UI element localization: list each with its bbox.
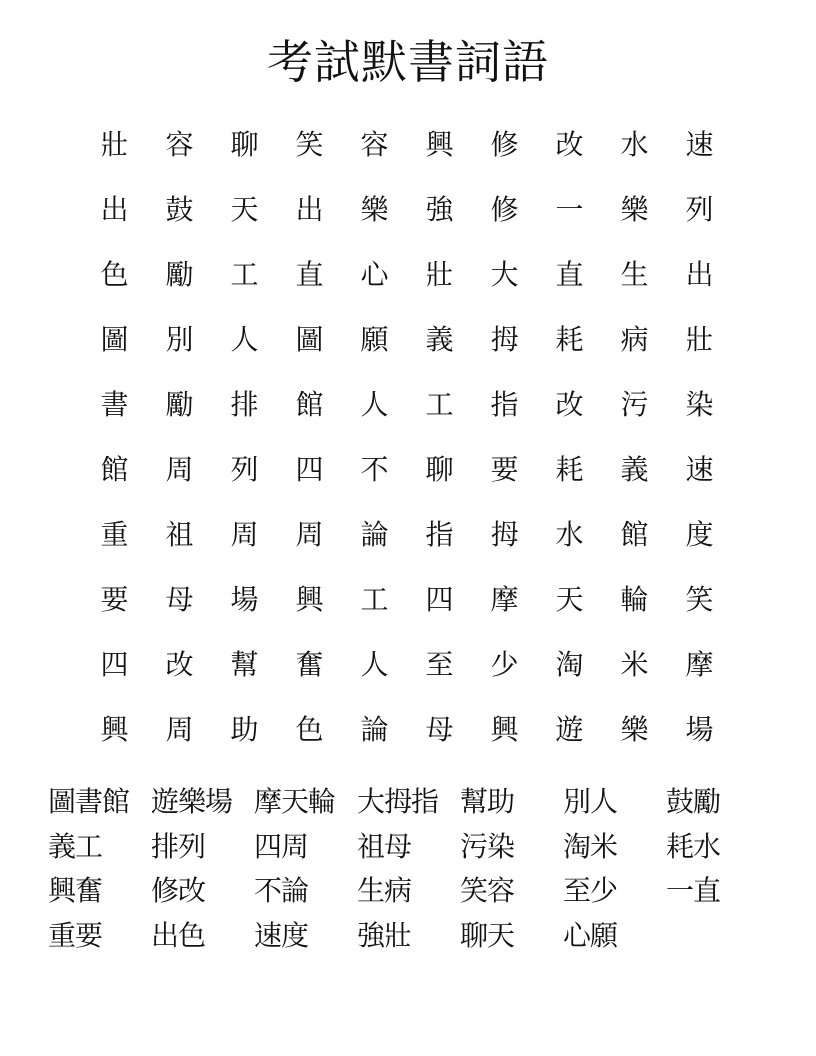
- grid-cell: 速: [685, 127, 714, 161]
- grid-cell: 勵: [165, 387, 194, 421]
- grid-cell: 心: [360, 257, 389, 291]
- grid-cell: 列: [685, 192, 714, 226]
- word-list-item: 淘米: [563, 829, 618, 863]
- grid-cell: 助: [230, 712, 259, 746]
- grid-cell: 排: [230, 387, 259, 421]
- word-list-item: 修改: [151, 874, 206, 908]
- word-list-item: 一直: [666, 874, 721, 908]
- grid-cell: 館: [620, 517, 649, 551]
- word-list-item: 幫助: [460, 785, 515, 819]
- grid-cell: 出: [100, 192, 129, 226]
- grid-cell: 笑: [685, 582, 714, 616]
- grid-cell: 拇: [490, 517, 519, 551]
- grid-cell: 論: [360, 712, 389, 746]
- grid-cell: 一: [555, 192, 584, 226]
- word-list-item: 四周: [254, 829, 309, 863]
- grid-cell: 四: [425, 582, 454, 616]
- grid-cell: 強: [425, 192, 454, 226]
- grid-cell: 天: [555, 582, 584, 616]
- word-list-item: 強壯: [357, 918, 412, 952]
- grid-cell: 改: [555, 127, 584, 161]
- grid-cell: 館: [295, 387, 324, 421]
- grid-cell: 摩: [490, 582, 519, 616]
- grid-cell: 義: [425, 322, 454, 356]
- grid-cell: 淘: [555, 647, 584, 681]
- grid-cell: 樂: [360, 192, 389, 226]
- grid-cell: 染: [685, 387, 714, 421]
- grid-cell: 興: [295, 582, 324, 616]
- word-list-item: 鼓勵: [666, 785, 721, 819]
- word-list-item: 至少: [563, 874, 618, 908]
- grid-cell: 場: [230, 582, 259, 616]
- word-list-item: 圖書館: [48, 785, 130, 819]
- grid-cell: 四: [100, 647, 129, 681]
- grid-cell: 人: [360, 387, 389, 421]
- grid-cell: 列: [230, 452, 259, 486]
- grid-cell: 耗: [555, 452, 584, 486]
- word-list-item: 興奮: [48, 874, 103, 908]
- grid-cell: 四: [295, 452, 324, 486]
- grid-cell: 改: [165, 647, 194, 681]
- grid-cell: 聊: [230, 127, 259, 161]
- grid-cell: 壯: [685, 322, 714, 356]
- grid-cell: 別: [165, 322, 194, 356]
- grid-cell: 興: [100, 712, 129, 746]
- word-list-item: 笑容: [460, 874, 515, 908]
- grid-cell: 笑: [295, 127, 324, 161]
- grid-cell: 勵: [165, 257, 194, 291]
- word-list-item: 速度: [254, 918, 309, 952]
- grid-cell: 少: [490, 647, 519, 681]
- grid-cell: 拇: [490, 322, 519, 356]
- word-list-item: 聊天: [460, 918, 515, 952]
- grid-cell: 周: [165, 712, 194, 746]
- grid-cell: 樂: [620, 192, 649, 226]
- page-title: 考試默書詞語: [267, 35, 549, 89]
- grid-cell: 改: [555, 387, 584, 421]
- grid-cell: 工: [360, 582, 389, 616]
- word-list-item: 心願: [563, 918, 618, 952]
- grid-cell: 要: [490, 452, 519, 486]
- grid-cell: 修: [490, 192, 519, 226]
- grid-cell: 容: [165, 127, 194, 161]
- grid-cell: 母: [165, 582, 194, 616]
- grid-cell: 周: [165, 452, 194, 486]
- grid-cell: 書: [100, 387, 129, 421]
- grid-cell: 水: [555, 517, 584, 551]
- grid-cell: 摩: [685, 647, 714, 681]
- word-list-item: 祖母: [357, 829, 412, 863]
- grid-cell: 病: [620, 322, 649, 356]
- grid-cell: 論: [360, 517, 389, 551]
- grid-cell: 館: [100, 452, 129, 486]
- grid-cell: 不: [360, 452, 389, 486]
- grid-cell: 母: [425, 712, 454, 746]
- grid-cell: 出: [295, 192, 324, 226]
- grid-cell: 圖: [100, 322, 129, 356]
- grid-cell: 聊: [425, 452, 454, 486]
- grid-cell: 輪: [620, 582, 649, 616]
- grid-cell: 興: [425, 127, 454, 161]
- grid-cell: 幫: [230, 647, 259, 681]
- word-list-item: 義工: [48, 829, 103, 863]
- grid-cell: 速: [685, 452, 714, 486]
- grid-cell: 興: [490, 712, 519, 746]
- word-list-item: 遊樂場: [151, 785, 233, 819]
- word-list-item: 重要: [48, 918, 103, 952]
- grid-cell: 重: [100, 517, 129, 551]
- grid-cell: 人: [230, 322, 259, 356]
- grid-cell: 願: [360, 322, 389, 356]
- grid-cell: 污: [620, 387, 649, 421]
- word-list-item: 大拇指: [357, 785, 439, 819]
- grid-cell: 色: [295, 712, 324, 746]
- grid-cell: 壯: [425, 257, 454, 291]
- word-list-item: 耗水: [666, 829, 721, 863]
- word-list-item: 出色: [151, 918, 206, 952]
- word-search-grid: [82, 110, 732, 760]
- grid-cell: 遊: [555, 712, 584, 746]
- word-list-item: 排列: [151, 829, 206, 863]
- word-list-item: 污染: [460, 829, 515, 863]
- grid-cell: 至: [425, 647, 454, 681]
- grid-cell: 大: [490, 257, 519, 291]
- grid-cell: 出: [685, 257, 714, 291]
- grid-cell: 修: [490, 127, 519, 161]
- grid-cell: 直: [555, 257, 584, 291]
- grid-cell: 工: [425, 387, 454, 421]
- grid-cell: 容: [360, 127, 389, 161]
- grid-cell: 天: [230, 192, 259, 226]
- grid-cell: 周: [295, 517, 324, 551]
- grid-cell: 水: [620, 127, 649, 161]
- grid-cell: 場: [685, 712, 714, 746]
- word-list-item: 摩天輪: [254, 785, 336, 819]
- grid-cell: 色: [100, 257, 129, 291]
- grid-cell: 奮: [295, 647, 324, 681]
- word-list: [48, 778, 768, 956]
- grid-cell: 工: [230, 257, 259, 291]
- word-list-item: 別人: [563, 785, 618, 819]
- word-list-item: 生病: [357, 874, 412, 908]
- grid-cell: 米: [620, 647, 649, 681]
- word-list-item: 不論: [254, 874, 309, 908]
- grid-cell: 度: [685, 517, 714, 551]
- grid-cell: 指: [490, 387, 519, 421]
- grid-cell: 義: [620, 452, 649, 486]
- grid-cell: 鼓: [165, 192, 194, 226]
- grid-cell: 圖: [295, 322, 324, 356]
- grid-cell: 樂: [620, 712, 649, 746]
- grid-cell: 周: [230, 517, 259, 551]
- grid-cell: 生: [620, 257, 649, 291]
- grid-cell: 人: [360, 647, 389, 681]
- grid-cell: 壯: [100, 127, 129, 161]
- grid-cell: 祖: [165, 517, 194, 551]
- grid-cell: 指: [425, 517, 454, 551]
- grid-cell: 耗: [555, 322, 584, 356]
- grid-cell: 要: [100, 582, 129, 616]
- grid-cell: 直: [295, 257, 324, 291]
